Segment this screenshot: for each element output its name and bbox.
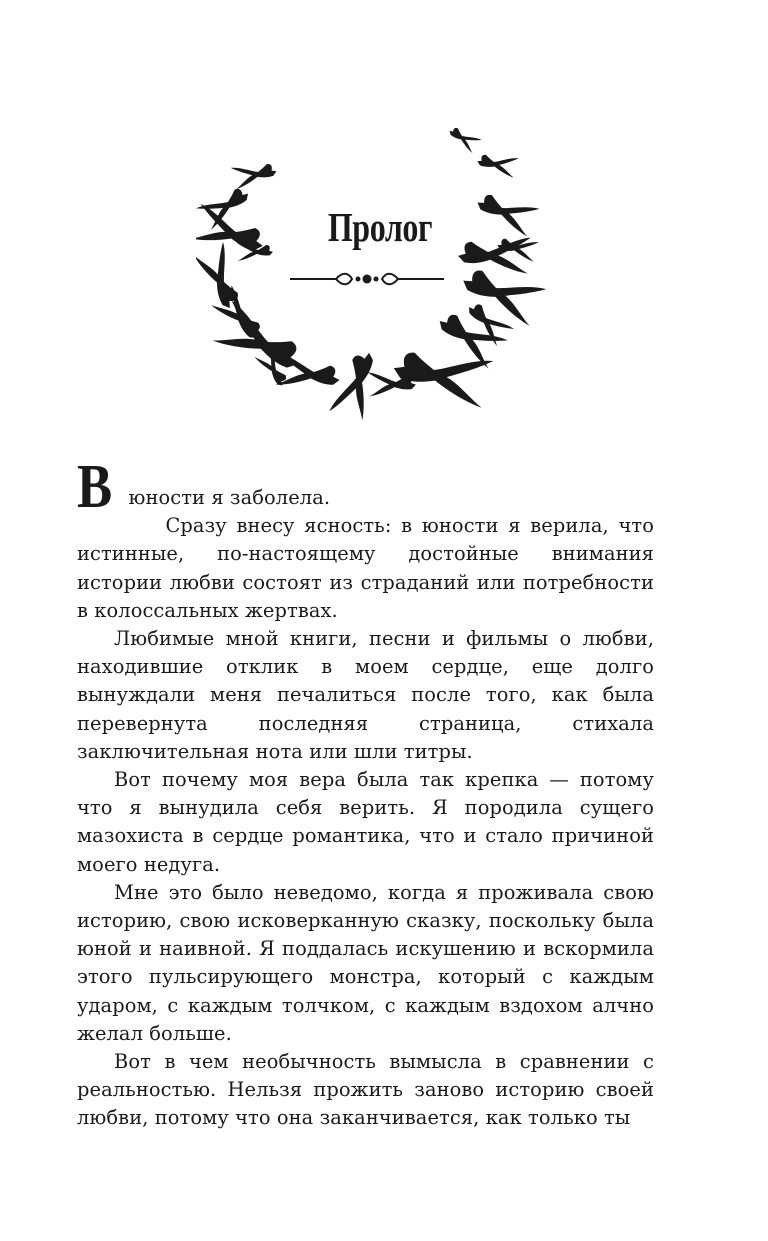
drop-cap: В bbox=[77, 453, 113, 521]
first-line-text: юности я заболела. bbox=[128, 486, 331, 509]
paragraph-3: Вот почему моя вера была так крепка — потому что я вынудила себя верить. Я породила сущего мазохиста в сердце романтика, что и стало причиной моего недуга. bbox=[77, 768, 654, 876]
paragraph-5: Вот в чем необычность вымысла в сравнении с реальностью. Нельзя прожить заново историю своей любви, потому что она заканчивается, как только ты bbox=[77, 1050, 654, 1130]
paragraph-1: Сразу внесу ясность: в юности я верила, что истинные, по-настоящему достойные внимания истории любви состоят из страданий или потребности в колоссальных жертвах. bbox=[77, 514, 654, 622]
chapter-text bbox=[77, 453, 654, 1133]
flourish-divider-icon bbox=[290, 268, 444, 290]
paragraph-2: Любимые мной книги, песни и фильмы о любви, находившие отклик в моем сердце, еще долго вынуждали меня печалиться после того, как была перевернута последняя страница, стихала заключительная нота или шли титры. bbox=[77, 627, 654, 763]
first-paragraph bbox=[77, 453, 654, 521]
chapter-title: Пролог bbox=[327, 204, 433, 250]
paragraph-4: Мне это было неведомо, когда я проживала свою историю, свою исковерканную сказку, поскольку была юной и наивной. Я поддалась искушению и вскормила этого пульсирующего монстра, который с каждым ударом, с каждым толчком, с каждым вздохом алчно желал больше. bbox=[77, 880, 654, 1045]
